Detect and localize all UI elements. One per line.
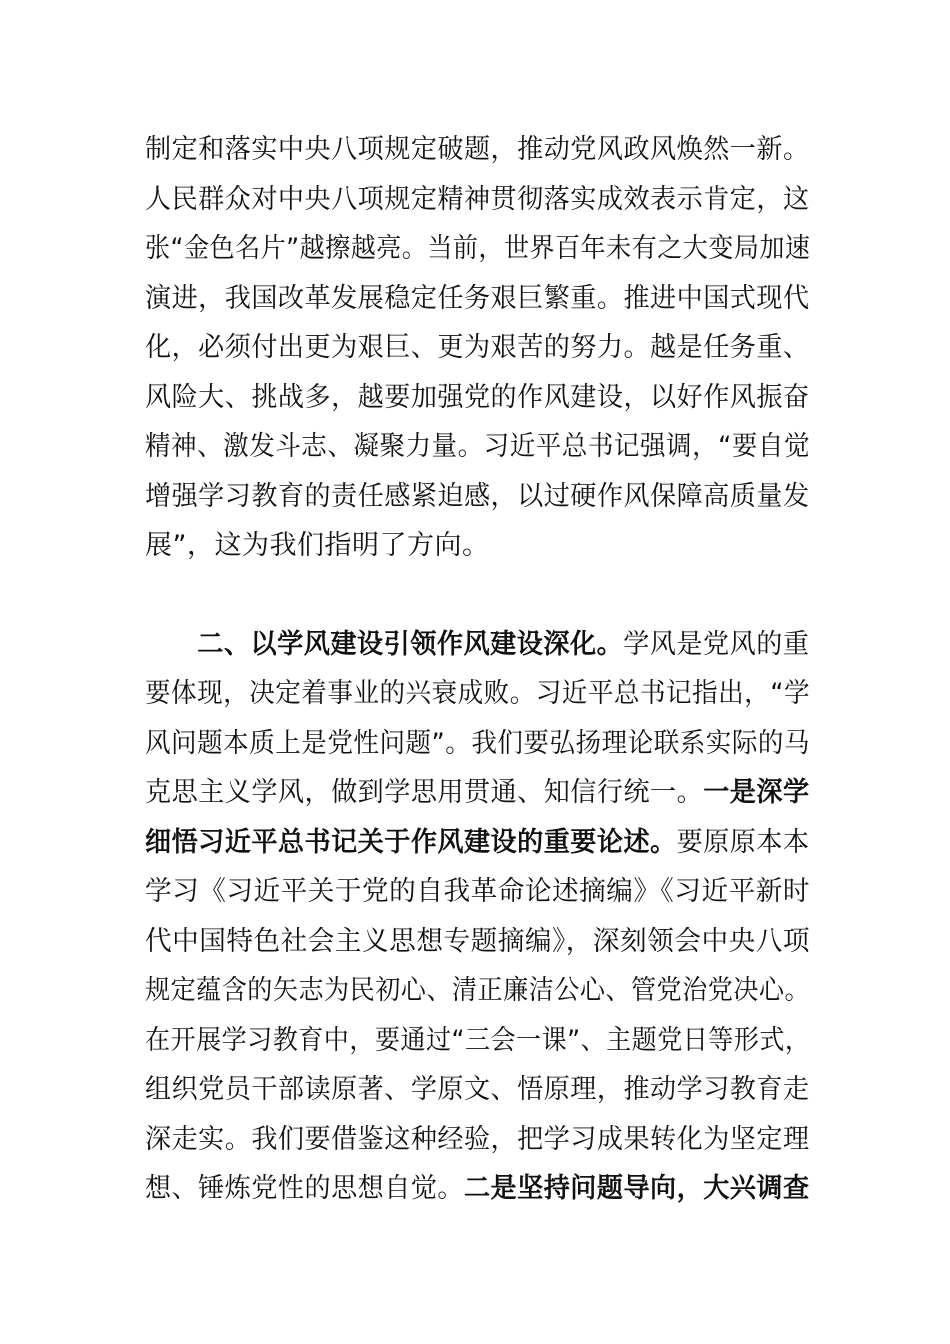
bold-point-label: 二是坚持问题导向，大兴调查: [463, 1173, 810, 1204]
paragraph-2: [145, 620, 810, 1214]
inline-text: 克思主义学风，做到学思用贯通、知信行统一。: [145, 777, 704, 808]
paragraph-1: [145, 125, 810, 571]
paragraph-line: 在开展学习教育中，要通过“三会一课”、主题党日等形式，: [145, 1024, 811, 1056]
inline-text: 要原原本本: [676, 826, 810, 858]
section-heading: 二、以学风建设引领作风建设深化。: [197, 628, 624, 660]
paragraph-line: 学习《习近平关于党的自我革命论述摘编》《习近平新时: [145, 876, 810, 907]
paragraph-line: 规定蕴含的矢志为民初心、清正廉洁公心、管党治党决心。: [145, 975, 811, 1006]
paragraph-line: 代中国特色社会主义思想专题摘编》，深刻领会中央八项: [145, 925, 810, 957]
paragraph-line: 张“金色名片”越擦越亮。当前，世界百年未有之大变局加速: [145, 233, 811, 264]
paragraph-line: 深走实。我们要借鉴这种经验，把学习成果转化为坚定理: [145, 1123, 810, 1155]
bold-point-label: 细悟习近平总书记关于作风建设的重要论述。: [145, 826, 677, 858]
paragraph-line: [145, 768, 810, 818]
inline-text: 学风是党风的重: [623, 628, 810, 660]
paragraph-line: 人民群众对中央八项规定精神贯彻落实成效表示肯定，这: [145, 183, 810, 215]
paragraph-line: 展”，这为我们指明了方向。: [145, 530, 490, 561]
paragraph-line: 化，必须付出更为艰巨、更为艰苦的努力。越是任务重、: [145, 332, 810, 363]
paragraph-line: 风险大、挑战多，越要加强党的作风建设，以好作风振奋: [145, 381, 810, 413]
paragraph-line: 风问题本质上是党性问题”。我们要弘扬理论联系实际的马: [145, 727, 811, 759]
paragraph-line: [145, 818, 810, 868]
paragraph-line: 演进，我国改革发展稳定任务艰巨繁重。推进中国式现代: [145, 282, 810, 314]
bold-point-label: 一是深学: [703, 777, 810, 808]
paragraph-line: 组织党员干部读原著、学原文、悟原理，推动学习教育走: [145, 1074, 810, 1105]
paragraph-line: 增强学习教育的责任感紧迫感，以过硬作风保障高质量发: [145, 480, 810, 512]
paragraph-line: 要体现，决定着事业的兴衰成败。习近平总书记指出，“学: [145, 678, 811, 709]
paragraph-line: [145, 1164, 810, 1214]
paragraph-line: [145, 620, 810, 670]
paragraph-line: 精神、激发斗志、凝聚力量。习近平总书记强调，“要自觉: [145, 431, 811, 462]
document-body: [145, 125, 810, 1214]
paragraph-line: 制定和落实中央八项规定破题，推动党风政风焕然一新。: [145, 134, 810, 165]
inline-text: 想、锤炼党性的思想自觉。: [145, 1173, 464, 1204]
